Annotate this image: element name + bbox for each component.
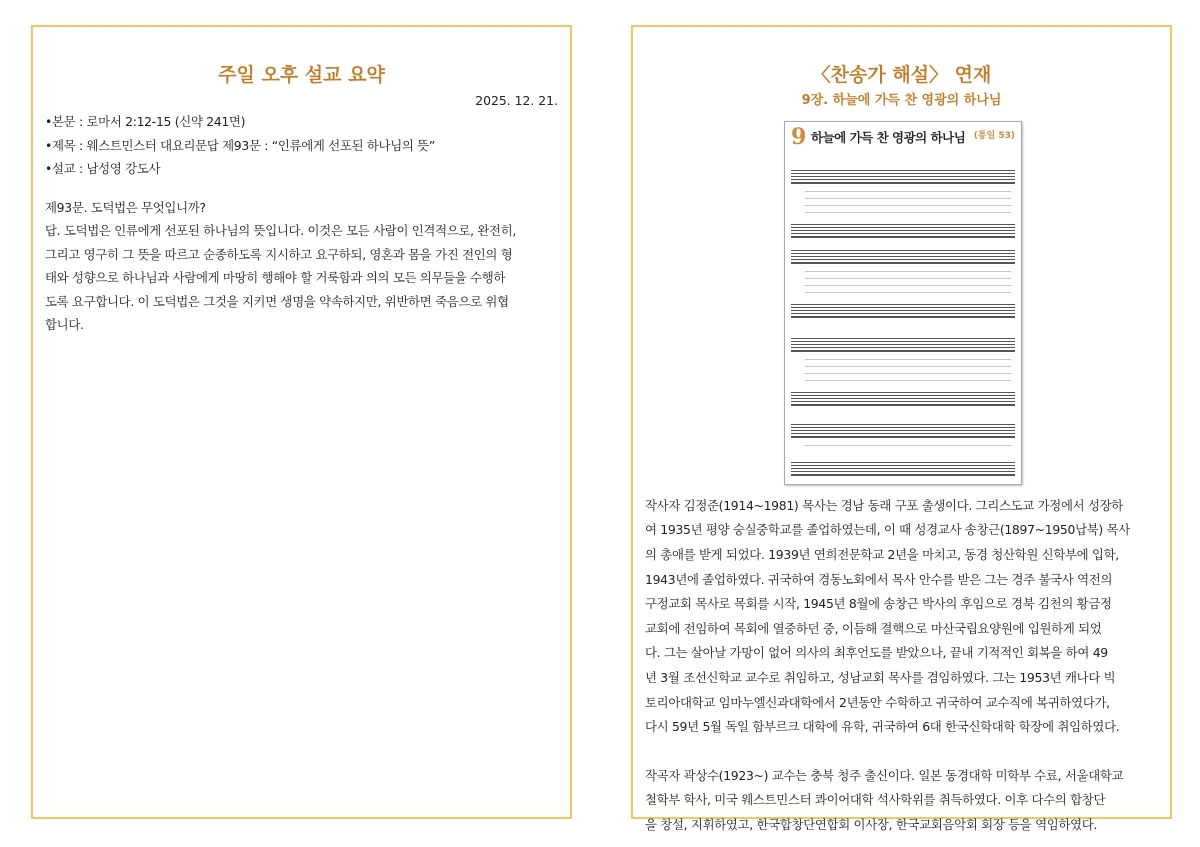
page-title: 〈찬송가 해설〉 연재 — [811, 64, 992, 86]
para1-line: 여 1935년 평양 숭실중학교를 졸업하였는데, 이 때 성경교사 송창근(1897~1950납북) 목사 — [645, 522, 1130, 537]
para1-line: 1943년에 졸업하였다. 귀국하여 경동노회에서 목사 안수를 받은 그는 경주 불국사 역전의 — [645, 572, 1113, 587]
music-system — [791, 244, 1015, 318]
para2-line: 을 창설, 지휘하였고, 한국합창단연합회 이사장, 한국교회음악회 회장 등을 역임하였다. — [645, 817, 1098, 832]
hymn-subtitle: 9장. 하늘에 가득 찬 영광의 하나님 — [801, 93, 1002, 108]
music-system — [791, 332, 1015, 406]
page-title: 주일 오후 설교 요약 — [218, 64, 385, 86]
para1-line: 년 3월 조선신학교 교수로 취임하고, 성남교회 목사를 겸임하였다. 그는 1953년 캐나다 빅 — [645, 670, 1116, 685]
para1-line: 다. 그는 살아날 가망이 없어 의사의 최후언도를 받았으나, 끝내 기적적인 회복을 하여 49 — [645, 645, 1108, 660]
body-line: 합니다. — [45, 317, 84, 332]
info-title: •제목 : 웨스트민스터 대요리문답 제93문 : “인류에게 선포된 하나님의 뜻” — [45, 138, 435, 153]
music-system — [791, 418, 1015, 485]
body-line: 제93문. 도덕법은 무엇입니까? — [45, 200, 206, 215]
hymn-old-number: (통일 53) — [973, 131, 1015, 141]
para1-line: 교회에 전임하여 목회에 열중하던 중, 이듬해 결핵으로 마산국립요양원에 입원하게 되었 — [645, 621, 1102, 636]
body-line: 답. 도덕법은 인류에게 선포된 하나님의 뜻입니다. 이것은 모든 사람이 인격적으로, 완전히, — [45, 223, 517, 238]
sermon-date: 2025. 12. 21. — [475, 93, 558, 108]
sermon-summary-page — [31, 25, 572, 819]
para2-line: 철학부 학사, 미국 웨스트민스터 콰이어대학 석사학위를 취득하였다. 이후 다수의 합창단 — [645, 792, 1106, 807]
para1-line: 구정교회 목사로 목회를 시작, 1945년 8월에 송창근 박사의 후임으로 경북 김천의 황금정 — [645, 596, 1112, 611]
hymn-sheet-music-image — [784, 121, 1022, 485]
body-line: 도록 요구합니다. 이 도덕법은 그것을 지키면 생명을 약속하지만, 위반하면 죽음으로 위협 — [45, 294, 509, 309]
hymn-title: 하늘에 가득 찬 영광의 하나님 — [811, 130, 966, 145]
hymn-commentary-page — [631, 25, 1172, 832]
body-line: 태와 성향으로 하나님과 사람에게 마땅히 행해야 할 거룩함과 의의 모든 의무들을 수행하 — [45, 270, 506, 285]
para1-line: 작사자 김정준(1914~1981) 목사는 경남 동래 구포 출생이다. 그리스도교 가정에서 성장하 — [645, 498, 1123, 513]
para2-line: 작곡자 곽상수(1923~) 교수는 충북 청주 출신이다. 일본 동경대학 미학부 수료, 서울대학교 — [645, 768, 1124, 783]
para1-line: 다시 59년 5월 독일 함부르크 대학에 유학, 귀국하여 6대 한국신학대학 학장에 취임하였다. — [645, 719, 1120, 734]
body-line: 그리고 영구히 그 뜻을 따르고 순종하도록 지시하고 요구하되, 영혼과 몸을 가진 전인의 형 — [45, 247, 513, 262]
music-system — [791, 164, 1015, 238]
info-scripture: •본문 : 로마서 2:12-15 (신약 241면) — [45, 114, 246, 129]
para1-line: 의 총애를 받게 되었다. 1939년 연희전문학교 2년을 마치고, 동경 청산학원 신학부에 입학, — [645, 547, 1119, 562]
hymn-number: 9 — [791, 124, 807, 150]
para1-line: 토리아대학교 임마누엘신과대학에서 2년동안 수학하고 귀국하여 교수직에 복귀하였다가, — [645, 695, 1110, 710]
info-preacher: •설교 : 남성영 강도사 — [45, 161, 161, 176]
